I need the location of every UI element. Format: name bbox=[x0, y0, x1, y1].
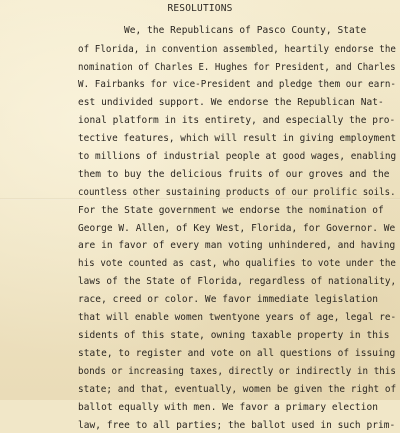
document-title: RESOLUTIONS bbox=[167, 3, 233, 14]
body-text-line: his vote counted as cast, who qualifies to vote under the bbox=[78, 258, 397, 269]
body-text-line: state; and that, eventually, women be given the right of bbox=[78, 384, 397, 395]
body-text-line: sidents of this state, owning taxable property in this bbox=[78, 330, 390, 341]
body-text-line: that will enable women twentyone years of age, legal re- bbox=[78, 312, 397, 323]
body-text-line: W. Fairbanks for vice-President and pledge them our earn- bbox=[78, 79, 397, 90]
body-text-line: to millions of industrial people at good wages, enabling bbox=[78, 151, 397, 162]
body-text-line: nomination of Charles E. Hughes for President, and Charles bbox=[78, 62, 396, 73]
body-text-line: ballot equally with men. We favor a primary election bbox=[78, 402, 379, 413]
body-text-line: We, the Republicans of Pasco County, State bbox=[124, 25, 367, 36]
body-text-line: ional platform in its entirety, and especially the pro- bbox=[78, 115, 396, 126]
body-text-line: bonds or increasing taxes, directly or indirectly in this bbox=[78, 366, 397, 377]
body-text-line: law, free to all parties; the ballot used in such prim- bbox=[78, 420, 396, 431]
body-text-line: state, to register and vote on all questions of issuing bbox=[78, 348, 396, 359]
body-text-line: them to buy the delicious fruits of our groves and the bbox=[78, 169, 390, 180]
body-text-line: est undivided support. We endorse the Republican Nat- bbox=[78, 97, 384, 108]
body-text-line: race, creed or color. We favor immediate legislation bbox=[78, 294, 379, 305]
body-text-line: countless other sustaining products of our prolific soils. bbox=[78, 187, 396, 198]
body-text-line: laws of the State of Florida, regardless of nationality, bbox=[78, 276, 397, 287]
body-text-line: tective features, which will result in giving employment bbox=[78, 133, 397, 144]
body-text-line: of Florida, in convention assembled, heartily endorse the bbox=[78, 44, 397, 55]
body-text-line: For the State government we endorse the nomination of bbox=[78, 205, 384, 216]
body-text-line: are in favor of every man voting unhindered, and having bbox=[78, 240, 396, 251]
body-text-line: George W. Allen, of Key West, Florida, for Governor. We bbox=[78, 223, 396, 234]
